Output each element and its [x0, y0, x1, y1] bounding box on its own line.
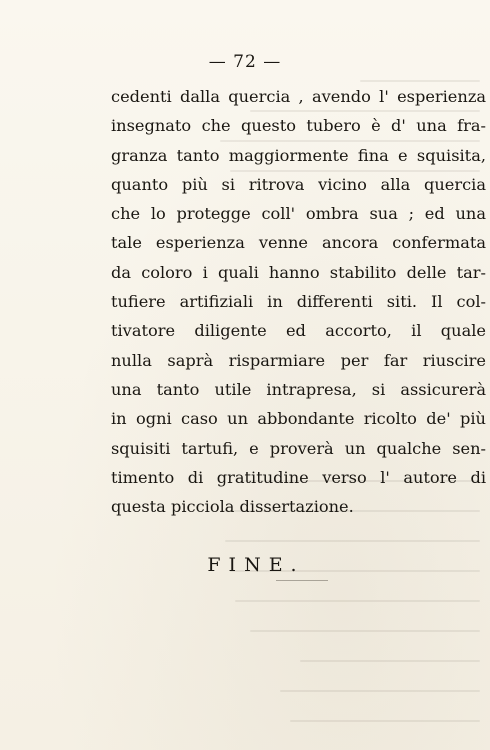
text-line: granza tanto maggiormente fina e squisita,: [111, 145, 486, 165]
text-line: insegnato che questo tubero è d' una fra-: [111, 116, 486, 136]
text-line: questa picciola dissertazione.: [111, 497, 354, 517]
text-line: cedenti dalla quercia , avendo l' esperienza: [111, 87, 486, 106]
text-line: da coloro i quali hanno stabilito delle tar-: [111, 262, 486, 282]
text-line: tufiere artifiziali in differenti siti. Il col-: [111, 292, 486, 312]
text-line: tale esperienza venne ancora confermata: [111, 233, 486, 253]
body-text: [111, 82, 486, 521]
closing-underline: [276, 580, 328, 581]
page-number: — 72 —: [208, 52, 282, 72]
text-line: quanto più si ritrova vicino alla quercia: [111, 174, 486, 194]
text-line: che lo protegge coll' ombra sua ; ed una: [111, 204, 486, 224]
text-line: tivatore diligente ed accorto, il quale: [111, 321, 486, 341]
text-line: squisiti tartufi, e proverà un qualche sen-: [111, 438, 486, 458]
text-line: una tanto utile intrapresa, si assicurerà: [111, 379, 486, 399]
text-line: nulla saprà risparmiare per far riuscire: [111, 350, 486, 370]
text-line: in ogni caso un abbondante ricolto de' più: [111, 409, 486, 429]
text-line: timento di gratitudine verso l' autore di: [111, 467, 486, 487]
closing-word: FINE.: [207, 554, 305, 576]
